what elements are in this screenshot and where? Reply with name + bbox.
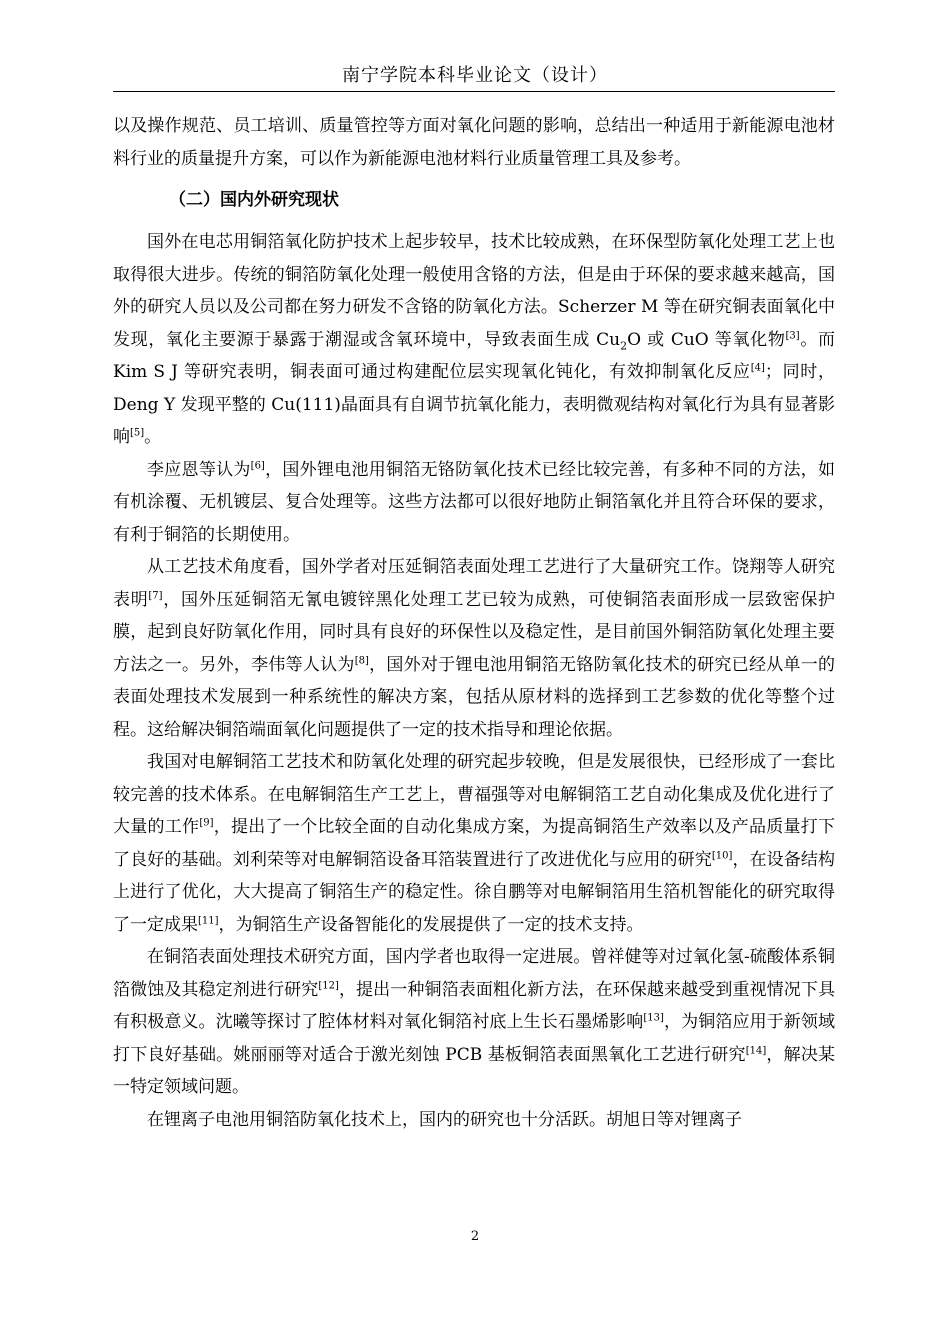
citation-ref: [11]	[198, 914, 219, 926]
text-run: ，为铜箔生产设备智能化的发展提供了一定的技术支持。	[218, 914, 644, 935]
text-run: ，为铜箔应用于新领域打下良好基础。姚丽丽等对适合于激光刻蚀 PCB 基板铜箔表面黑氧化工艺进行研究	[113, 1012, 836, 1065]
citation-ref: [3]	[785, 329, 800, 341]
text-run: O 或 CuO 等氧化物	[627, 329, 786, 350]
citation-ref: [4]	[750, 362, 765, 374]
paragraph-continued: 以及操作规范、员工培训、质量管控等方面对氧化问题的影响，总结出一种适用于新能源电池材料行业的质量提升方案，可以作为新能源电池材料行业质量管理工具及参考。	[113, 116, 835, 169]
citation-ref: [6]	[250, 459, 265, 471]
page-header: 南宁学院本科毕业论文（设计）	[342, 65, 608, 86]
page-number: 2	[470, 1229, 480, 1244]
text-run: ，国外压延铜箔无氰电镀锌黑化处理工艺已较为成熟，可使铜箔表面形成一层致密保护膜，起到良好防氧化作用，同时具有良好的环保性以及稳定性，是目前国外铜箔防氧化处理主要方法之一。另外，李伟等人认为	[113, 589, 836, 675]
text-run: ；同时，Deng Y 发现平整的 Cu(111)晶面具有自调节抗氧化能力，表明微观结构对氧化行为具有显著影响	[113, 362, 835, 447]
paragraph-lithium-ion: 在锂离子电池用铜箔防氧化技术上，国内的研究也十分活跃。胡旭日等对锂离子	[147, 1109, 742, 1130]
header-rule	[113, 91, 835, 92]
text-run: ，提出一种铜箔表面粗化新方法，在环保越来越受到重视情况下具有积极意义。沈曦等探讨了腔体材料对氧化铜箔衬底上生长石墨烯影响	[113, 979, 836, 1032]
text-run: 从工艺技术角度看，国外学者对压延铜箔表面处理工艺进行了大量研究工作。饶翔等人研究表明	[113, 557, 835, 610]
paragraph-surface-treatment	[113, 941, 835, 1104]
paragraph-chromium-free	[113, 454, 835, 552]
subscript: 2	[620, 338, 628, 352]
text-run: ，提出了一个比较全面的自动化集成方案，为提高铜箔生产效率以及产品质量打下了良好的基础。刘利荣等对电解铜箔设备耳箔装置进行了改进优化与应用的研究	[113, 817, 836, 870]
text-run: 我国对电解铜箔工艺技术和防氧化处理的研究起步较晚，但是发展很快，已经形成了一套比较完善的技术体系。在电解铜箔生产工艺上，曹福强等对电解铜箔工艺自动化集成及优化进行了大量的工作	[113, 752, 835, 837]
paragraph-process-technology	[113, 551, 835, 746]
text-run: 。而 Kim S J 等研究表明，铜表面可通过构建配位层实现氧化钝化，有效抑制氧化反应	[113, 329, 836, 382]
paragraph-domestic-electrolytic	[113, 746, 835, 941]
text-run: ，在设备结构上进行了优化，大大提高了铜箔生产的稳定性。徐自鹏等对电解铜箔用生箔机智能化的研究取得了一定成果	[113, 849, 836, 935]
citation-ref: [10]	[711, 849, 733, 861]
text-run: ，国外锂电池用铜箔无铬防氧化技术已经比较完善，有多种不同的方法，如有机涂覆、无机镀层、复合处理等。这些方法都可以很好地防止铜箔氧化并且符合环保的要求，有利于铜箔的长期使用。	[113, 459, 836, 545]
citation-ref: [5]	[130, 427, 145, 439]
citation-ref: [14]	[745, 1044, 767, 1056]
paragraph-foreign-overview	[113, 226, 835, 454]
text-run: 。	[144, 427, 162, 447]
citation-ref: [13]	[643, 1012, 664, 1024]
citation-ref: [8]	[354, 654, 369, 666]
text-run: ，国外对于锂电池用铜箔无铬防氧化技术的研究已经从单一的表面处理技术发展到一种系统性的解决方案，包括从原材料的选择到工艺参数的优化等整个过程。这给解决铜箔端面氧化问题提供了一定的技术指导和理论依据。	[113, 654, 836, 740]
text-run: ，解决某一特定领域问题。	[113, 1044, 836, 1097]
text-run: 国外在电芯用铜箔氧化防护技术上起步较早，技术比较成熟，在环保型防氧化处理工艺上也取得很大进步。传统的铜箔防氧化处理一般使用含铬的方法，但是由于环保的要求越来越高，国外的研究人员以及公司都在努力研发不含铬的防氧化方法。Scherzer M 等在研究铜表面氧化中发现，氧化主要源于暴露于潮湿或含氧环境中，导致表面生成 Cu	[113, 232, 835, 350]
section-heading: （二）国内外研究现状	[169, 190, 339, 210]
citation-ref: [7]	[148, 589, 163, 601]
body-text	[113, 110, 835, 1136]
citation-ref: [12]	[318, 979, 339, 991]
citation-ref: [9]	[199, 817, 214, 829]
text-run: 李应恩等认为	[147, 459, 251, 480]
text-run: 在铜箔表面处理技术研究方面，国内学者也取得一定进展。曾祥健等对过氧化氢-硫酸体系铜箔微蚀及其稳定剂进行研究	[113, 947, 835, 1000]
